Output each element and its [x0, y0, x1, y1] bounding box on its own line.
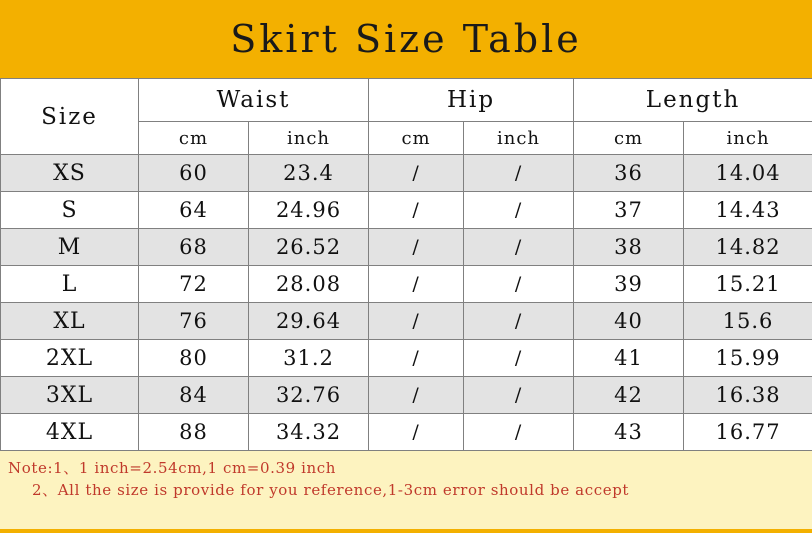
cell-length-cm: 36 — [574, 155, 684, 192]
cell-length-cm: 38 — [574, 229, 684, 266]
cell-hip-inch: / — [464, 155, 574, 192]
table-row — [1, 303, 812, 340]
cell-waist-inch: 28.08 — [249, 266, 369, 303]
cell-hip-inch: / — [464, 303, 574, 340]
column-header-waist-cm: cm — [139, 122, 249, 155]
cell-waist-inch: 31.2 — [249, 340, 369, 377]
table-row — [1, 229, 812, 266]
cell-hip-inch: / — [464, 414, 574, 451]
note-line-2: 2、All the size is provide for you reference,1-3cm error should be accept — [32, 481, 630, 499]
size-table — [0, 78, 812, 451]
table-row — [1, 414, 812, 451]
cell-length-inch: 14.43 — [684, 192, 812, 229]
cell-waist-cm: 68 — [139, 229, 249, 266]
cell-waist-cm: 64 — [139, 192, 249, 229]
page-title: Skirt Size Table — [230, 17, 582, 61]
cell-hip-cm: / — [369, 192, 464, 229]
column-header-length-inch: inch — [684, 122, 812, 155]
column-header-length: Length — [574, 79, 812, 122]
cell-size: L — [1, 266, 139, 303]
cell-size: XL — [1, 303, 139, 340]
cell-waist-cm: 88 — [139, 414, 249, 451]
cell-length-cm: 41 — [574, 340, 684, 377]
cell-hip-inch: / — [464, 340, 574, 377]
notes-section — [0, 451, 812, 529]
cell-length-inch: 14.82 — [684, 229, 812, 266]
table-row — [1, 266, 812, 303]
cell-length-inch: 16.38 — [684, 377, 812, 414]
cell-waist-inch: 23.4 — [249, 155, 369, 192]
cell-waist-cm: 72 — [139, 266, 249, 303]
cell-waist-inch: 34.32 — [249, 414, 369, 451]
cell-waist-cm: 80 — [139, 340, 249, 377]
cell-hip-inch: / — [464, 377, 574, 414]
cell-hip-cm: / — [369, 155, 464, 192]
table-header-groups — [1, 79, 812, 122]
cell-waist-inch: 26.52 — [249, 229, 369, 266]
cell-size: 4XL — [1, 414, 139, 451]
cell-hip-cm: / — [369, 340, 464, 377]
cell-size: S — [1, 192, 139, 229]
cell-waist-inch: 32.76 — [249, 377, 369, 414]
cell-length-inch: 16.77 — [684, 414, 812, 451]
cell-size: 3XL — [1, 377, 139, 414]
table-body — [1, 155, 812, 451]
cell-hip-cm: / — [369, 266, 464, 303]
cell-hip-inch: / — [464, 192, 574, 229]
cell-length-inch: 14.04 — [684, 155, 812, 192]
column-header-length-cm: cm — [574, 122, 684, 155]
column-header-hip-inch: inch — [464, 122, 574, 155]
cell-length-cm: 43 — [574, 414, 684, 451]
cell-length-cm: 37 — [574, 192, 684, 229]
title-bar — [0, 0, 812, 78]
column-header-size: Size — [1, 79, 139, 155]
cell-size: XS — [1, 155, 139, 192]
cell-hip-cm: / — [369, 377, 464, 414]
cell-waist-cm: 60 — [139, 155, 249, 192]
cell-waist-inch: 29.64 — [249, 303, 369, 340]
cell-length-inch: 15.99 — [684, 340, 812, 377]
note-line-1: Note:1、1 inch=2.54cm,1 cm=0.39 inch — [8, 459, 337, 477]
cell-size: 2XL — [1, 340, 139, 377]
cell-hip-cm: / — [369, 414, 464, 451]
cell-hip-cm: / — [369, 229, 464, 266]
table-row — [1, 192, 812, 229]
table-header — [1, 79, 812, 155]
cell-waist-cm: 84 — [139, 377, 249, 414]
cell-waist-cm: 76 — [139, 303, 249, 340]
cell-size: M — [1, 229, 139, 266]
cell-length-inch: 15.6 — [684, 303, 812, 340]
cell-hip-cm: / — [369, 303, 464, 340]
column-header-hip: Hip — [369, 79, 574, 122]
cell-hip-inch: / — [464, 229, 574, 266]
table-row — [1, 377, 812, 414]
column-header-waist-inch: inch — [249, 122, 369, 155]
column-header-hip-cm: cm — [369, 122, 464, 155]
cell-length-cm: 40 — [574, 303, 684, 340]
cell-hip-inch: / — [464, 266, 574, 303]
table-row — [1, 155, 812, 192]
column-header-waist: Waist — [139, 79, 369, 122]
cell-length-cm: 42 — [574, 377, 684, 414]
cell-length-inch: 15.21 — [684, 266, 812, 303]
table-row — [1, 340, 812, 377]
cell-waist-inch: 24.96 — [249, 192, 369, 229]
cell-length-cm: 39 — [574, 266, 684, 303]
